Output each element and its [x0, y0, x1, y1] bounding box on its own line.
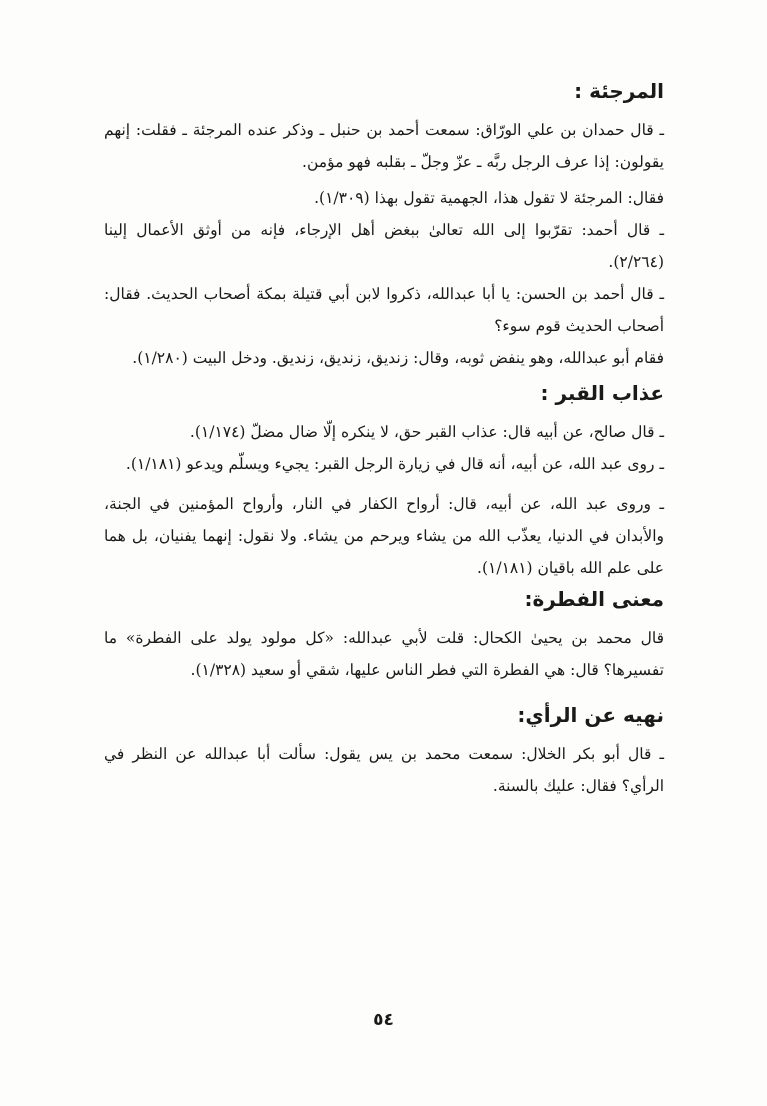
paragraph: ـ قال أحمد: تقرّبوا إلى الله تعالىٰ ببغض أهل الإرجاء، فإنه من أوثق الأعمال إلينا (٢/٢٦٤). — [104, 221, 664, 271]
page-number: ٥٤ — [373, 1010, 394, 1030]
section-heading-grave-punishment: عذاب القبر : — [540, 381, 664, 405]
paragraph: ـ قال حمدان بن علي الورّاق: سمعت أحمد بن حنبل ـ وذكر عنده المرجئة ـ فقلت: إنهم يقولون: إذا عرف الرجل ربَّه ـ عزّ وجلّ ـ بقلبه فهو مؤمن. — [104, 121, 664, 171]
paragraph: قال محمد بن يحيىٰ الكحال: قلت لأبي عبدالله: «كل مولود يولد على الفطرة» ما تفسيرها؟ قال: هي الفطرة التي فطر الناس عليها، شقي أو سعيد (١/٣٢٨). — [104, 629, 664, 679]
paragraph: ـ قال أبو بكر الخلال: سمعت محمد بن يس يقول: سألت أبا عبدالله عن النظر في الرأي؟ فقال: عليك بالسنة. — [104, 745, 664, 795]
section-heading-opinion: نهيه عن الرأي: — [517, 703, 664, 727]
section-heading-murjia: المرجئة : — [574, 79, 664, 103]
paragraph: ـ قال أحمد بن الحسن: يا أبا عبدالله، ذكروا لابن أبي قتيلة بمكة أصحاب الحديث. فقال: أصحاب الحديث قوم سوء؟ — [104, 285, 664, 335]
paragraph: ـ وروى عبد الله، عن أبيه، قال: أرواح الكفار في النار، وأرواح المؤمنين في الجنة، والأبدان في الدنيا، يعذّب الله من يشاء ويرحم من يشاء. ولا نقول: إنهما يفنيان، بل هما على علم الله باقيان (١/١٨١). — [104, 495, 664, 577]
section-heading-fitra: معنى الفطرة: — [524, 587, 664, 611]
page-content — [104, 76, 664, 802]
paragraph: فقام أبو عبدالله، وهو ينفض ثوبه، وقال: زنديق، زنديق، زنديق. ودخل البيت (١/٢٨٠). — [132, 349, 664, 367]
paragraph: ـ روى عبد الله، عن أبيه، أنه قال في زيارة الرجل القبر: يجيء ويسلّم ويدعو (١/١٨١). — [125, 455, 664, 473]
paragraph: فقال: المرجئة لا تقول هذا، الجهمية تقول بهذا (١/٣٠٩). — [314, 189, 664, 207]
paragraph: ـ قال صالح، عن أبيه قال: عذاب القبر حق، لا ينكره إلّا ضال مضلّ (١/١٧٤). — [189, 423, 664, 441]
